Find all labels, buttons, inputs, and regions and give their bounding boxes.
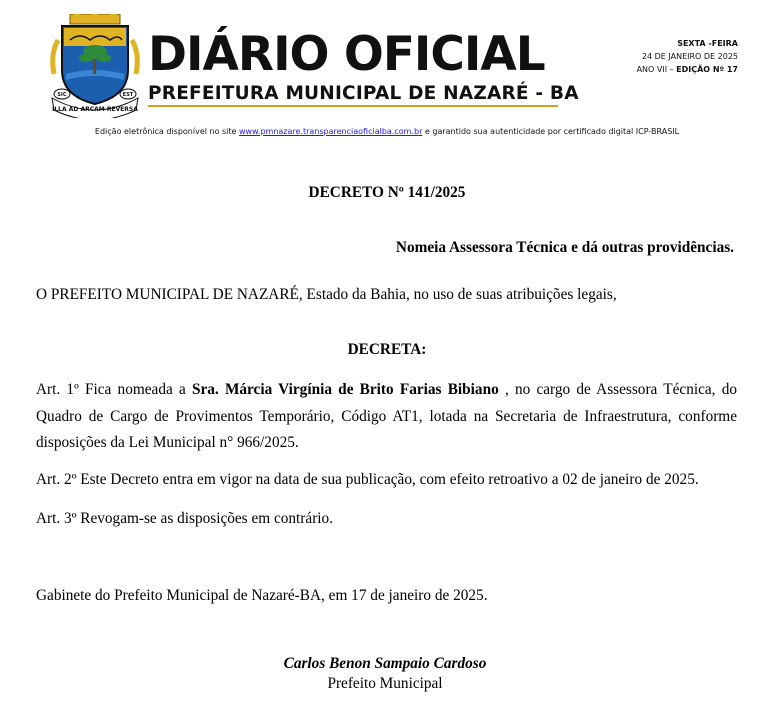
electronic-edition-note: [0, 127, 774, 136]
title-divider: [148, 105, 558, 107]
article-2: Art. 2º Este Decreto entra em vigor na data de sua publicação, com efeito retroativo a 02 de janeiro de 2025.: [36, 471, 699, 488]
svg-text:ILLA AD ARCAM REVERSA: ILLA AD ARCAM REVERSA: [52, 106, 138, 113]
site-link[interactable]: www.pmnazare.transparenciaoficialba.com.br: [239, 127, 423, 136]
article-3: Art. 3º Revogam-se as disposições em contrário.: [36, 510, 334, 527]
article-1-prefix: Art. 1º Fica nomeada a: [36, 381, 192, 398]
masthead: [0, 0, 774, 136]
appointee-name: Sra. Márcia Virgínia de Brito Farias Bibiano: [191, 381, 499, 398]
signer-role: Prefeito Municipal: [327, 675, 443, 692]
electronic-prefix: Edição eletrônica disponível no site: [94, 127, 240, 136]
svg-text:SIC: SIC: [57, 92, 67, 98]
year-label: ANO VII –: [636, 65, 677, 74]
weekday: SEXTA -FEIRA: [677, 39, 738, 48]
year-edition: [637, 63, 738, 76]
decree-title: DECRETO Nº 141/2025: [308, 184, 466, 201]
article-1-text: , no cargo de Assessora Técnica, do Quadro de Cargo de Provimentos Temporário, Código AT1, lotada na Secretaria de Infraestrutura, conforme disposições da Lei Municipal n° 966/2025.: [36, 381, 737, 451]
edition-number: EDIÇÃO Nº 17: [676, 65, 738, 74]
article-1: [36, 377, 737, 457]
edition-info: [637, 37, 738, 76]
publication-date: 24 DE JANEIRO DE 2025: [641, 52, 738, 61]
municipal-crest-logo: [50, 14, 140, 118]
preamble: O PREFEITO MUNICIPAL DE NAZARÉ, Estado da Bahia, no uso de suas atribuições legais,: [36, 286, 617, 303]
signer-name: Carlos Benon Sampaio Cardoso: [283, 655, 487, 672]
place-and-date: Gabinete do Prefeito Municipal de Nazaré-BA, em 17 de janeiro de 2025.: [36, 587, 488, 604]
newspaper-title: DIÁRIO OFICIAL: [148, 27, 545, 82]
svg-text:EST: EST: [122, 92, 134, 98]
electronic-suffix: e garantido sua autenticidade por certificado digital ICP-BRASIL: [422, 127, 680, 136]
decreta-heading: DECRETA:: [347, 341, 427, 358]
decree-summary: Nomeia Assessora Técnica e dá outras providências.: [395, 239, 734, 256]
newspaper-subtitle: PREFEITURA MUNICIPAL DE NAZARÉ - BA: [148, 83, 579, 104]
